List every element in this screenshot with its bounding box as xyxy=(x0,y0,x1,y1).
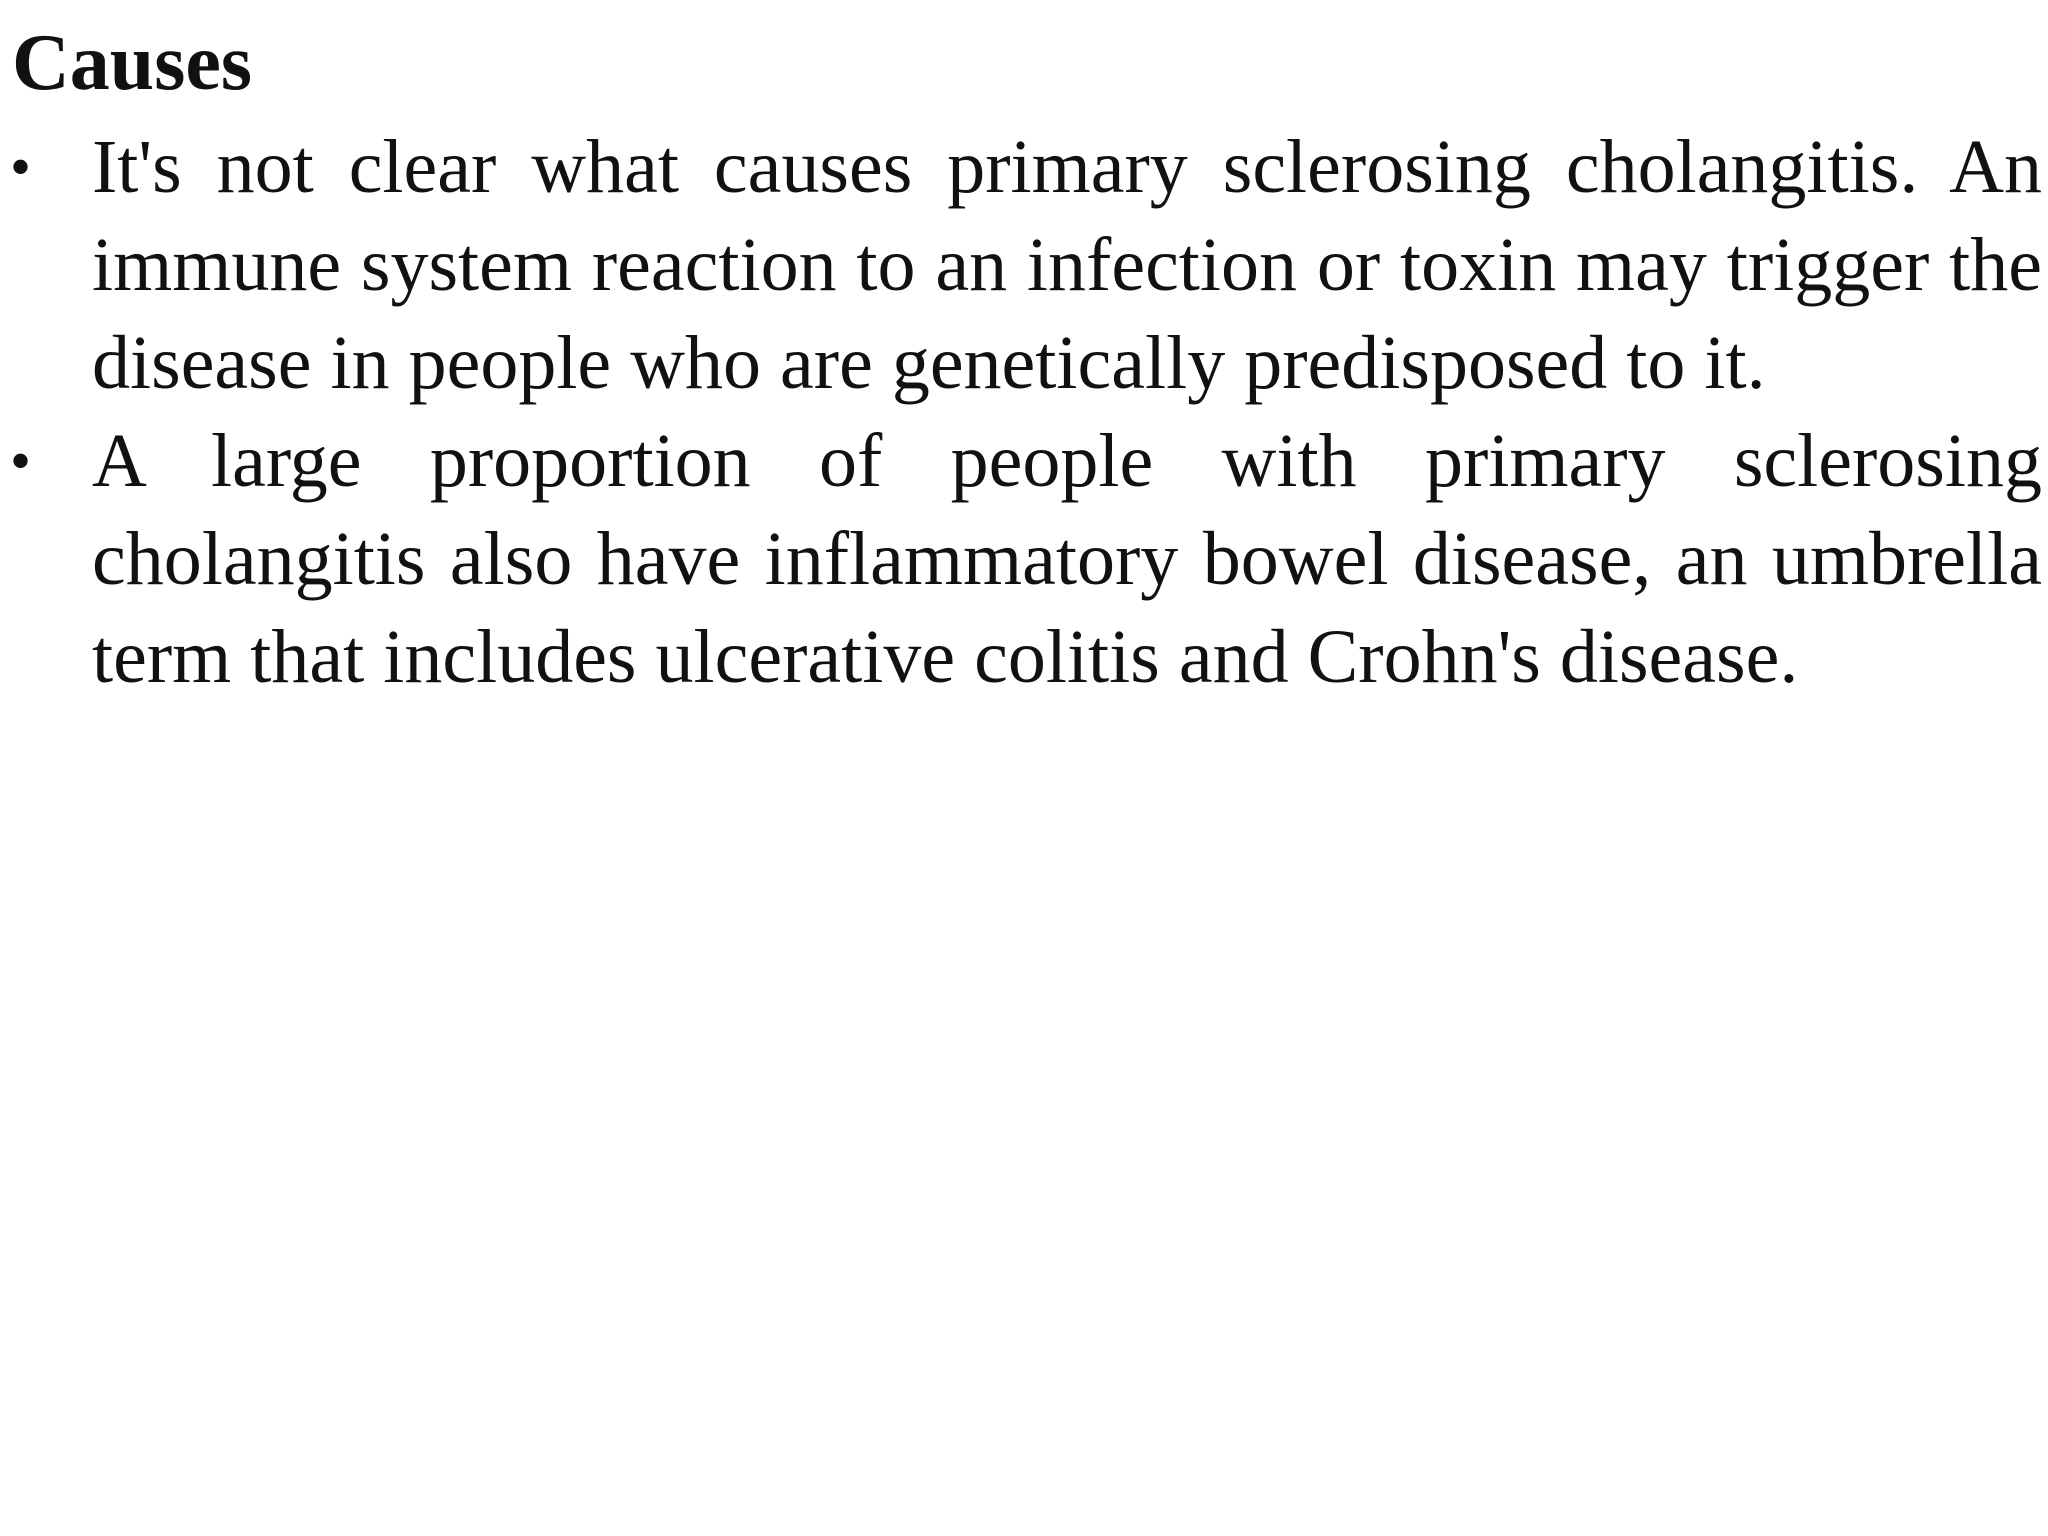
slide-heading: Causes xyxy=(12,19,253,107)
bullet-text: A large proportion of people with primary sclerosing cholangitis also have inflammatory bowel disease, an umbrella term that includes ulcerative colitis and Crohn's disease. xyxy=(92,419,2042,699)
bullet-item xyxy=(0,412,2048,706)
bullet-text: It's not clear what causes primary sclerosing cholangitis. An immune system reaction to an infection or toxin may trigger the disease in people who are genetically predisposed to it. xyxy=(92,125,2042,405)
bullet-list xyxy=(0,118,2048,706)
bullet-dot-icon: • xyxy=(10,428,32,494)
bullet-item xyxy=(0,118,2048,412)
bullet-dot-icon: • xyxy=(10,134,32,200)
